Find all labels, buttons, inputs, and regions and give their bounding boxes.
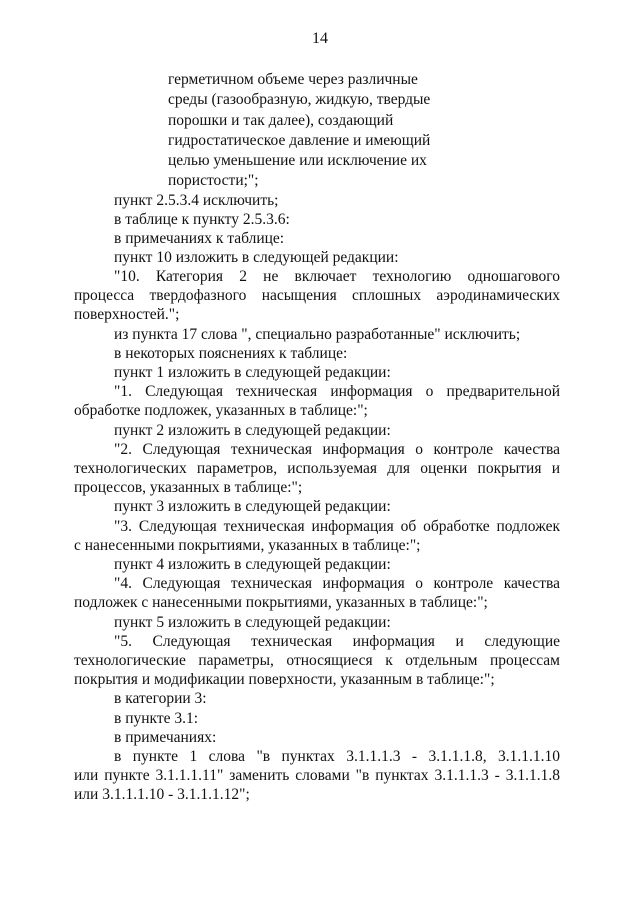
text-line: с нанесенными покрытиями, указанных в таблице:"; bbox=[74, 537, 421, 554]
quoted-definition bbox=[168, 70, 468, 192]
text-line: покрытия и модификации поверхности, указанным в таблице:"; bbox=[74, 671, 495, 688]
text-line: технологические параметры, относящиеся к отдельным процессам bbox=[74, 652, 560, 669]
text-line: или пункте 3.1.1.1.11" заменить словами "в пунктах 3.1.1.1.3 - 3.1.1.1.8 bbox=[74, 767, 560, 784]
text-line: пункт 10 изложить в следующей редакции: bbox=[114, 249, 399, 266]
text-line: пункт 2 изложить в следующей редакции: bbox=[114, 422, 391, 439]
text-line: в пункте 1 слова "в пунктах 3.1.1.1.3 - 3.1.1.1.8, 3.1.1.1.10 bbox=[114, 748, 560, 765]
text-line: "1. Следующая техническая информация о предварительной bbox=[114, 383, 560, 400]
text-line: в примечаниях к таблице: bbox=[114, 230, 285, 247]
quote-line: пористости;"; bbox=[168, 172, 259, 190]
text-line: поверхностей."; bbox=[74, 306, 180, 323]
text-line: в категории 3: bbox=[114, 690, 207, 707]
text-line: в примечаниях: bbox=[114, 729, 217, 746]
text-line: обработке подложек, указанных в таблице:"; bbox=[74, 402, 368, 419]
text-line: подложек с нанесенными покрытиями, указанных в таблице:"; bbox=[74, 594, 488, 611]
text-line: технологических параметров, используемая для оценки покрытия и bbox=[74, 460, 560, 477]
text-line: в некоторых пояснениях к таблице: bbox=[114, 345, 348, 362]
text-line: пункт 3 изложить в следующей редакции: bbox=[114, 498, 391, 515]
text-line: пункт 2.5.3.4 исключить; bbox=[114, 192, 279, 209]
quote-line: целью уменьшение или исключение их bbox=[168, 152, 427, 170]
text-line: "10. Категория 2 не включает технологию одношагового bbox=[114, 268, 560, 285]
text-line: или 3.1.1.1.10 - 3.1.1.1.12"; bbox=[74, 786, 250, 803]
text-line: "2. Следующая техническая информация о контроле качества bbox=[114, 441, 560, 458]
quote-line: гидростатическое давление и имеющий bbox=[168, 131, 431, 149]
text-line: из пункта 17 слова ", специально разработанные" исключить; bbox=[114, 326, 521, 343]
page-number: 14 bbox=[312, 30, 328, 47]
quote-line: порошки и так далее), создающий bbox=[168, 111, 394, 129]
quote-line: среды (газообразную, жидкую, твердые bbox=[168, 91, 431, 109]
text-line: пункт 1 изложить в следующей редакции: bbox=[114, 364, 391, 381]
text-line: пункт 5 изложить в следующей редакции: bbox=[114, 614, 391, 631]
text-line: в таблице к пункту 2.5.3.6: bbox=[114, 211, 290, 228]
text-line: "3. Следующая техническая информация об обработке подложек bbox=[114, 518, 560, 535]
text-line: процессов, указанных в таблице:"; bbox=[74, 479, 303, 496]
text-line: "4. Следующая техническая информация о контроле качества bbox=[114, 575, 560, 592]
text-line: пункт 4 изложить в следующей редакции: bbox=[114, 556, 391, 573]
text-line: процесса твердофазного насыщения сплошных аэродинамических bbox=[74, 287, 560, 304]
text-line: в пункте 3.1: bbox=[114, 710, 199, 727]
quote-line: герметичном объеме через различные bbox=[168, 71, 418, 88]
text-line: "5. Следующая техническая информация и следующие bbox=[114, 633, 560, 650]
